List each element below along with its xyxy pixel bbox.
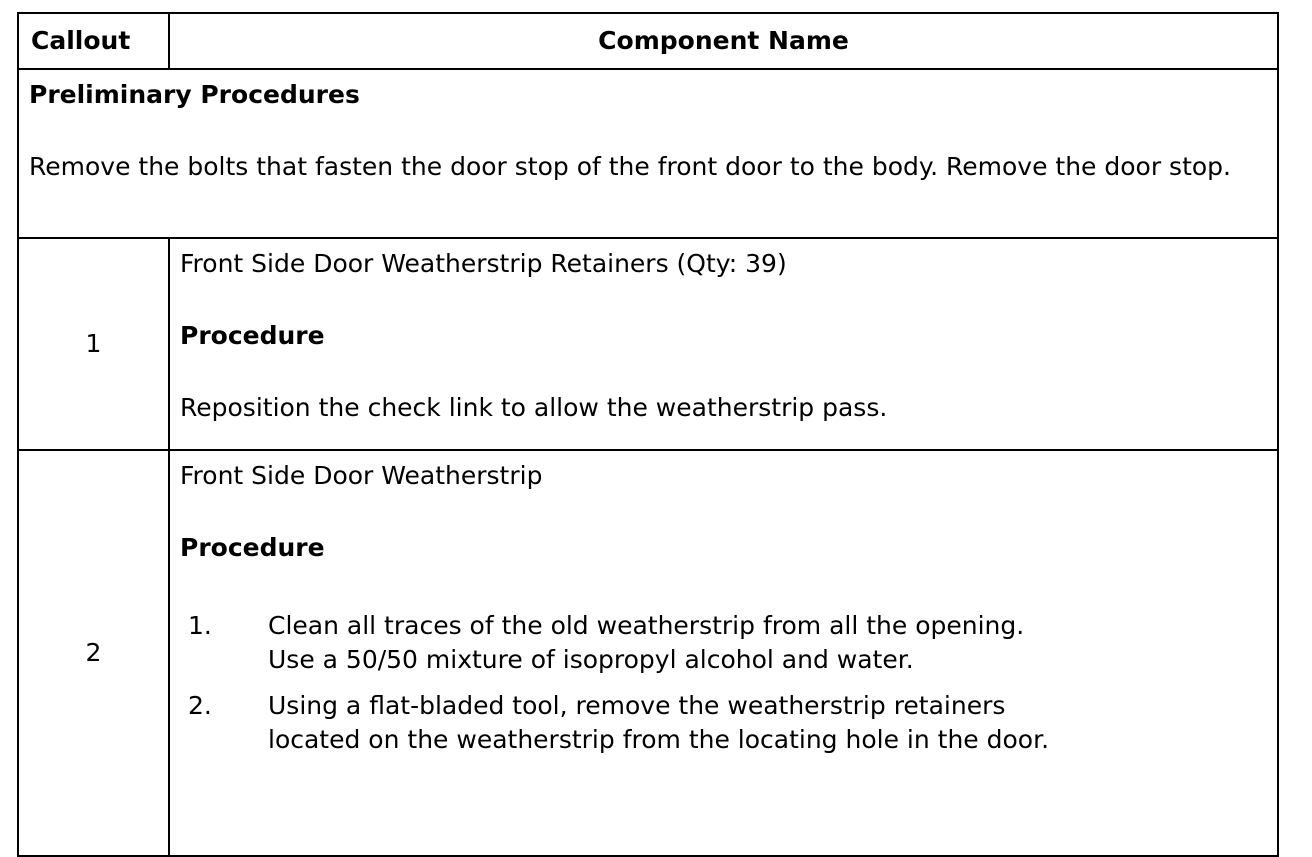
- callout-number: 1: [18, 238, 169, 450]
- component-name: Front Side Door Weatherstrip Retainers (Qty: 39): [180, 249, 787, 278]
- procedure-label: Procedure: [180, 533, 325, 562]
- preliminary-cell: [18, 69, 1278, 238]
- list-item: [180, 609, 1267, 677]
- list-item: [180, 689, 1267, 757]
- procedure-text: Reposition the check link to allow the weatherstrip pass.: [180, 393, 888, 422]
- table-row: [18, 450, 1278, 856]
- step-number: 2.: [188, 691, 212, 720]
- step-text: [268, 609, 1267, 677]
- callout-header: Callout: [18, 13, 169, 69]
- component-name-header: Component Name: [169, 13, 1278, 69]
- header-row: [18, 13, 1278, 69]
- step-line: Clean all traces of the old weatherstrip from all the opening.: [268, 611, 1025, 640]
- component-cell: [169, 238, 1278, 450]
- component-name: Front Side Door Weatherstrip: [180, 461, 543, 490]
- preliminary-title: Preliminary Procedures: [29, 80, 360, 109]
- procedure-table: [17, 12, 1279, 857]
- procedure-label: Procedure: [180, 321, 325, 350]
- step-number: 1.: [188, 611, 212, 640]
- step-line: Using a flat-bladed tool, remove the weatherstrip retainers: [268, 691, 1006, 720]
- preliminary-row: [18, 69, 1278, 238]
- step-line: located on the weatherstrip from the locating hole in the door.: [268, 725, 1050, 754]
- table-row: [18, 238, 1278, 450]
- procedure-steps: [180, 609, 1267, 757]
- component-cell: [169, 450, 1278, 856]
- callout-number: 2: [18, 450, 169, 856]
- step-line: Use a 50/50 mixture of isopropyl alcohol and water.: [268, 645, 914, 674]
- preliminary-text: Remove the bolts that fasten the door stop of the front door to the body. Remove the door stop.: [29, 152, 1231, 181]
- step-text: [268, 689, 1267, 757]
